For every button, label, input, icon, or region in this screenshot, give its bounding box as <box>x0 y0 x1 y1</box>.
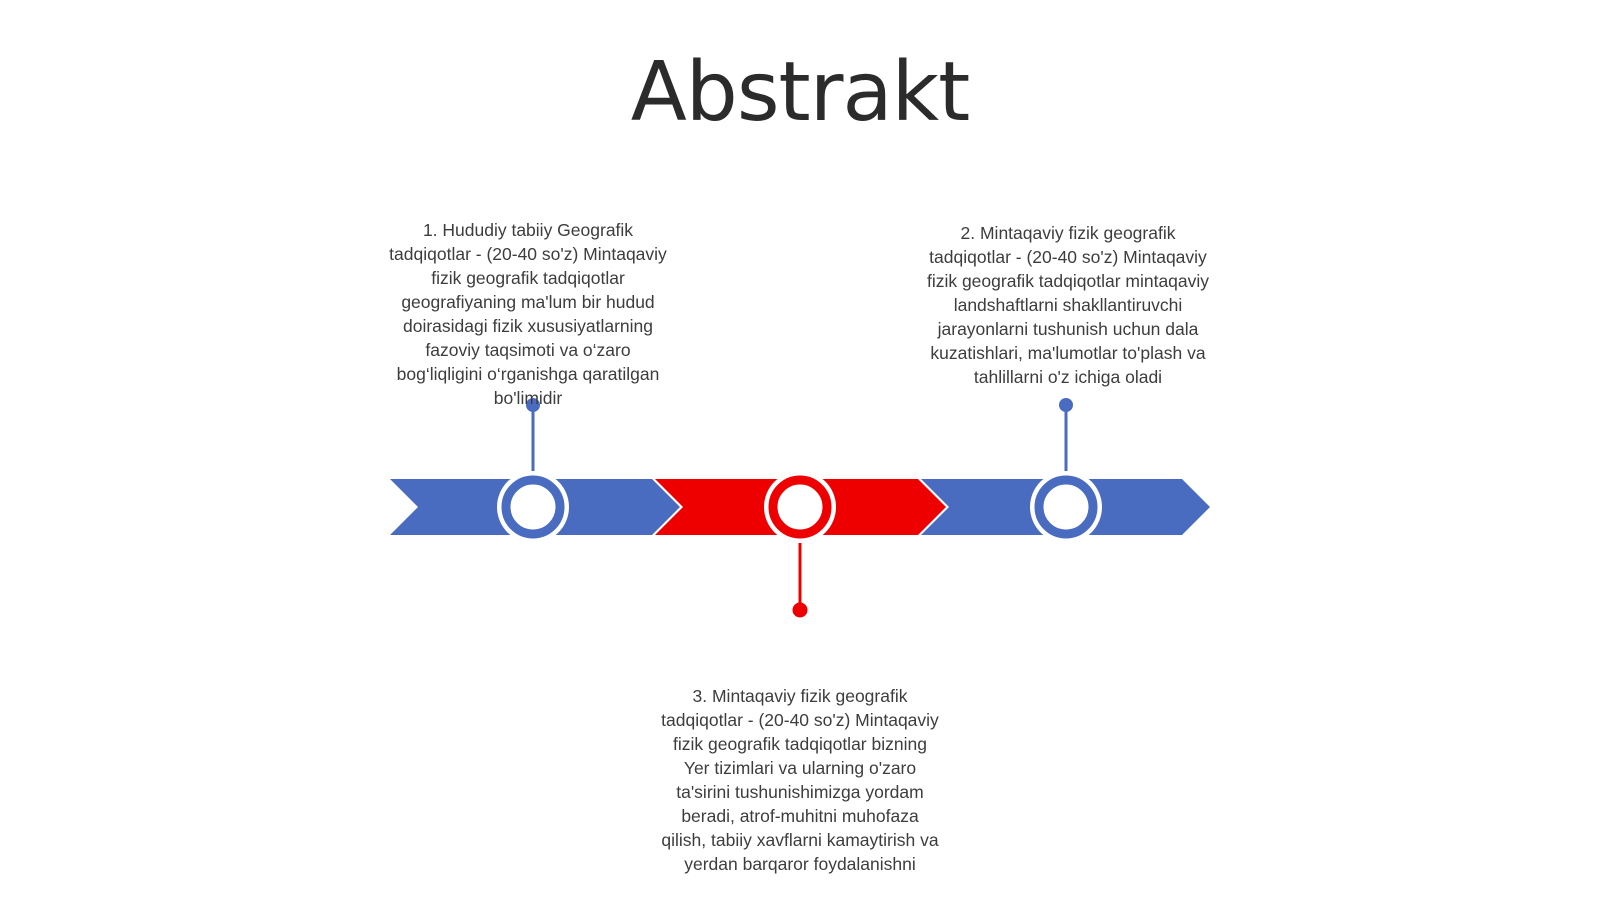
milestone-3-text: 3. Mintaqaviy fizik geografik tadqiqotlar - (20-40 so'z) Mintaqaviy fizik geografik tadqiqotlar bizning Yer tizimlari va ularning o'zaro ta'sirini tushunishimizga yordam beradi, atrof-muhitni muhofaza qilish, tabiiy xavflarni kamaytirish va yerdan barqaror foydalanishni <box>661 686 939 874</box>
milestone-1-text: 1. Hududiy tabiiy Geografik tadqiqotlar - (20-40 so'z) Mintaqaviy fizik geografik tadqiqotlar geografiyaning ma'lum bir hudud doirasidagi fizik xususiyatlarning fazoviy taqsimoti va o‘zaro bog‘liqligini o‘rganishga qaratilgan bo'limidir <box>389 220 667 408</box>
milestone-2-text: 2. Mintaqaviy fizik geografik tadqiqotlar - (20-40 so'z) Mintaqaviy fizik geografik tadqiqotlar mintaqaviy landshaftlarni shakllantiruvchi jarayonlarni tushunish uchun dala kuzatishlari, ma'lumotlar to'plash va tahlillarni o'z ichiga oladi <box>926 223 1210 387</box>
milestone-1-ring <box>506 480 560 534</box>
milestone-2-dot <box>1059 398 1073 412</box>
milestone-3-dot <box>793 603 808 618</box>
milestone-3-ring <box>773 480 827 534</box>
milestone-2-ring <box>1039 480 1093 534</box>
slide-title: Abstrakt <box>630 45 970 140</box>
